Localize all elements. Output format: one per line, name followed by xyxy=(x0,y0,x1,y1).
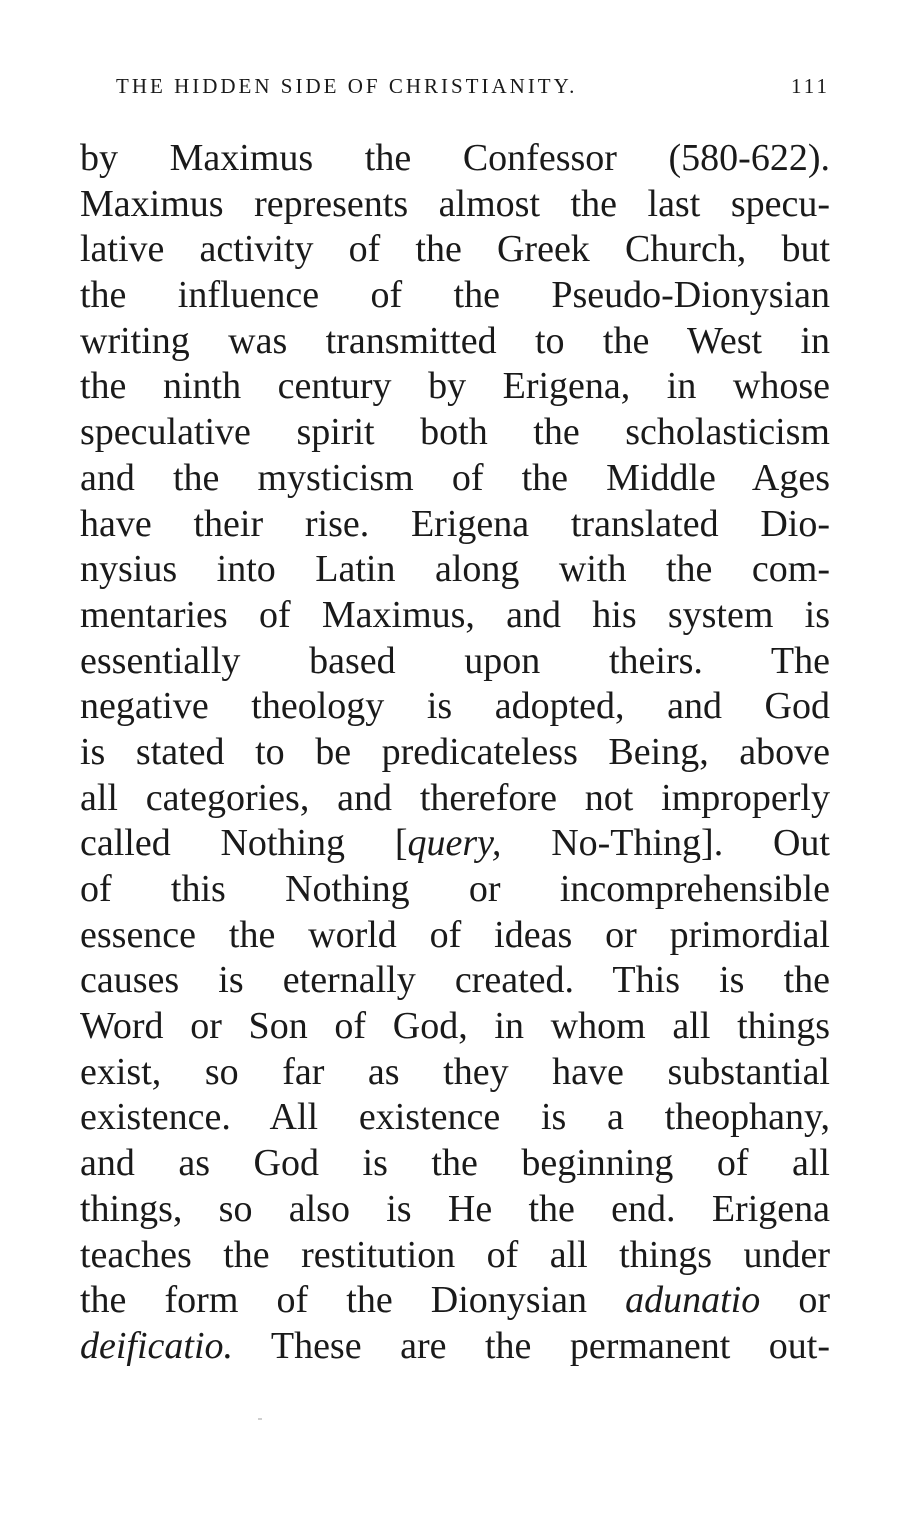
text-line: existence. All existence is a theophany, xyxy=(80,1096,830,1139)
text-line: and as God is the beginning of all xyxy=(80,1142,830,1185)
text-line: have their rise. Erigena translated Dio- xyxy=(80,502,830,545)
text-line: the ninth century by Erigena, in whose xyxy=(80,365,830,408)
text-line: essentially based upon theirs. The xyxy=(80,639,830,682)
text-line: is stated to be predicateless Being, above xyxy=(80,730,830,773)
text-line xyxy=(80,1324,830,1370)
page-number: 111 xyxy=(791,74,830,98)
italic-text: deificatio. xyxy=(80,1324,234,1367)
text-line: and the mysticism of the Middle Ages xyxy=(80,456,830,499)
text-line: speculative spirit both the scholasticism xyxy=(80,411,830,454)
text-line: of this Nothing or incomprehensible xyxy=(80,868,830,910)
paper-speck xyxy=(258,1418,262,1420)
text-line: exist, so far as they have substantial xyxy=(80,1050,830,1093)
text-line: essence the world of ideas or primordial xyxy=(80,913,830,956)
text-run: called Nothing [ xyxy=(80,822,408,865)
text-run: These are the permanent out- xyxy=(233,1324,830,1367)
text-line: lative activity of the Greek Church, but xyxy=(80,228,830,271)
text-line: nysius into Latin along with the com- xyxy=(80,548,830,591)
text-line: the influence of the Pseudo-Dionysian xyxy=(80,274,830,317)
running-head-title: THE HIDDEN SIDE OF CHRISTIANITY. xyxy=(116,74,578,98)
text-line: by Maximus the Confessor (580-622). xyxy=(80,137,830,179)
text-line: causes is eternally created. This is the xyxy=(80,959,830,1002)
body-text xyxy=(80,136,830,1370)
text-line: writing was transmitted to the West in xyxy=(80,319,830,362)
text-line: mentaries of Maximus, and his system is xyxy=(80,593,830,636)
text-run: or xyxy=(760,1279,830,1322)
text-line: negative theology is adopted, and God xyxy=(80,685,830,728)
italic-text: query, xyxy=(407,822,502,865)
text-line: things, so also is He the end. Erigena xyxy=(80,1187,830,1230)
text-line: teaches the restitution of all things under xyxy=(80,1233,830,1276)
text-line xyxy=(80,1278,830,1324)
text-run: No-Thing]. Out xyxy=(501,822,830,865)
running-head xyxy=(116,74,830,104)
text-line: Maximus represents almost the last specu- xyxy=(80,182,830,225)
italic-text: adunatio xyxy=(625,1279,761,1322)
text-line: all categories, and therefore not improperly xyxy=(80,776,830,819)
text-run: the form of the Dionysian xyxy=(80,1279,626,1322)
text-line: Word or Son of God, in whom all things xyxy=(80,1005,830,1048)
text-line xyxy=(80,821,830,867)
